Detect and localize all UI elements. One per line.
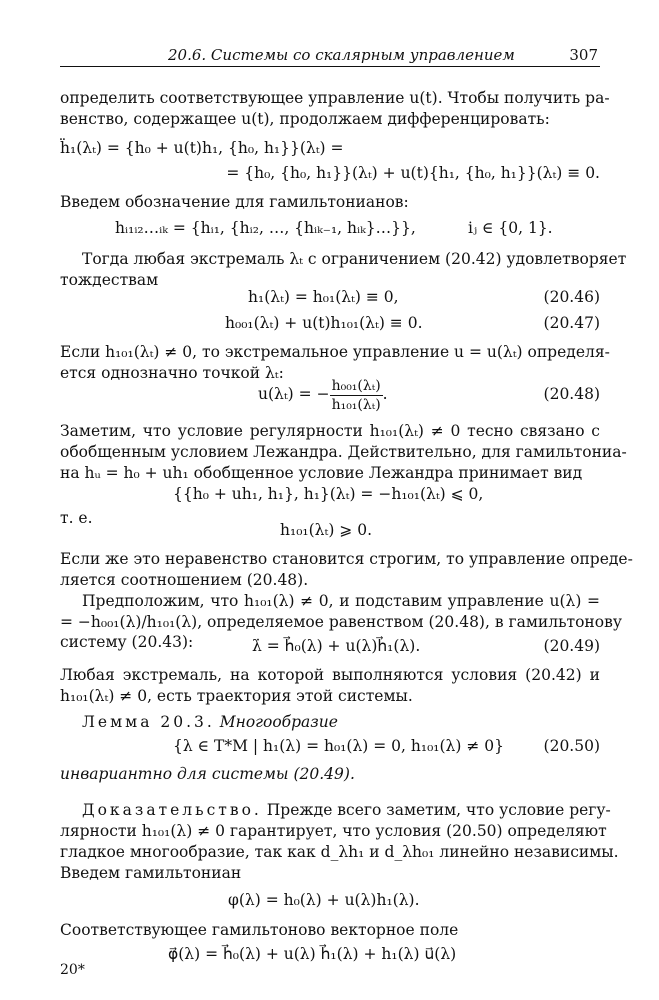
text-line: Заметим, что условие регулярности h₁₀₁(λₜ) ≠ 0 тесно связано с — [60, 422, 600, 440]
text-line: Тогда любая экстремаль λₜ с ограничением (20.42) удовлетворяет — [82, 250, 627, 268]
text-line: Любая экстремаль, на которой выполняются условия (20.42) и — [60, 666, 600, 684]
equation-number: (20.50) — [543, 737, 600, 755]
text-line: определить соответствующее управление u(t). Чтобы получить ра- — [60, 89, 610, 107]
equation-20-46: h₁(λₜ) = h₀₁(λₜ) ≡ 0, — [248, 288, 399, 306]
page-number: 307 — [569, 46, 598, 64]
text-line: гладкое многообразие, так как d_λh₁ и d_λh₀₁ линейно независимы. — [60, 843, 619, 861]
equation-notation-condition: iⱼ ∈ {0, 1}. — [468, 219, 553, 237]
equation-20-49: λ̇ = h⃗₀(λ) + u(λ)h⃗₁(λ). — [252, 637, 421, 655]
equation-hddot-line1: ḧ₁(λₜ) = {h₀ + u(t)h₁, {h₀, h₁}}(λₜ) = — [60, 139, 344, 157]
running-title: 20.6. Системы со скалярным управлением — [168, 46, 515, 64]
text-line: систему (20.43): — [60, 633, 194, 651]
text-line: на hᵤ = h₀ + uh₁ обобщенное условие Лежандра принимает вид — [60, 464, 583, 482]
text-line: Если же это неравенство становится строгим, то управление опреде- — [60, 550, 633, 568]
fraction-numerator: h₀₀₁(λₜ) — [331, 377, 381, 394]
equation-lhs: u(λₜ) = − — [258, 385, 330, 403]
text-line: т. е. — [60, 509, 93, 527]
equation-hddot-line2: = {h₀, {h₀, h₁}}(λₜ) + u(t){h₁, {h₀, h₁}}(λₜ) ≡ 0. — [226, 164, 600, 182]
proof-label: Доказательство. — [82, 801, 262, 819]
text-line: Если h₁₀₁(λₜ) ≠ 0, то экстремальное управление u = u(λₜ) определя- — [60, 343, 610, 361]
equation-phi: φ(λ) = h₀(λ) + u(λ)h₁(λ). — [228, 891, 420, 909]
lemma-line — [60, 712, 600, 732]
text-line: Введем обозначение для гамильтонианов: — [60, 193, 409, 211]
equation-number: (20.46) — [543, 288, 600, 306]
fraction — [330, 377, 383, 414]
lemma-statement-end: инвариантно для системы (20.49). — [60, 765, 355, 783]
equation-20-47: h₀₀₁(λₜ) + u(t)h₁₀₁(λₜ) ≡ 0. — [225, 314, 423, 332]
text-line: = −h₀₀₁(λ)/h₁₀₁(λ), определяемое равенством (20.48), в гамильтонову — [60, 613, 622, 631]
text-line: лярности h₁₀₁(λ) ≠ 0 гарантирует, что условия (20.50) определяют — [60, 822, 607, 840]
fraction-denominator: h₁₀₁(λₜ) — [331, 396, 381, 413]
text-line: обобщенным условием Лежандра. Действительно, для гамильтониа- — [60, 443, 627, 461]
text-line: ляется соотношением (20.48). — [60, 571, 309, 589]
text-line: Соответствующее гамильтоново векторное поле — [60, 921, 459, 939]
book-page — [60, 0, 633, 1000]
text-line: тождествам — [60, 271, 159, 289]
equation-number: (20.48) — [543, 385, 600, 403]
page-header — [60, 44, 600, 67]
proof-text: Прежде всего заметим, что условие регу- — [266, 801, 611, 819]
text-line: венство, содержащее u(t), продолжаем дифференцировать: — [60, 110, 550, 128]
equation-legendre: {{h₀ + uh₁, h₁}, h₁}(λₜ) = −h₁₀₁(λₜ) ⩽ 0, — [173, 485, 484, 503]
equation-geq: h₁₀₁(λₜ) ⩾ 0. — [280, 521, 372, 539]
lemma-label: Лемма 20.3. — [82, 713, 215, 731]
text-line: h₁₀₁(λₜ) ≠ 0, есть траектория этой системы. — [60, 687, 413, 705]
equation-number: (20.49) — [543, 637, 600, 655]
equation-vector-field: φ⃗(λ) = h⃗₀(λ) + u(λ) h⃗₁(λ) + h₁(λ) u⃗(λ) — [168, 945, 457, 963]
text-line: Предположим, что h₁₀₁(λ) ≠ 0, и подставим управление u(λ) = — [82, 592, 600, 610]
equation-notation: hᵢ₁ᵢ₂…ᵢₖ = {hᵢ₁, {hᵢ₂, …, {hᵢₖ₋₁, hᵢₖ}…}}, — [115, 219, 416, 237]
text-line: Введем гамильтониан — [60, 864, 242, 882]
lemma-text: Многообразие — [219, 713, 338, 731]
signature-mark: 20* — [60, 962, 85, 978]
text-line: ется однозначно точкой λₜ: — [60, 364, 284, 382]
equation-20-50: {λ ∈ T*M | h₁(λ) = h₀₁(λ) = 0, h₁₀₁(λ) ≠ 0} — [173, 737, 504, 755]
proof-line — [60, 800, 611, 820]
equation-end: . — [382, 385, 388, 403]
equation-20-48 — [258, 375, 388, 415]
equation-number: (20.47) — [543, 314, 600, 332]
